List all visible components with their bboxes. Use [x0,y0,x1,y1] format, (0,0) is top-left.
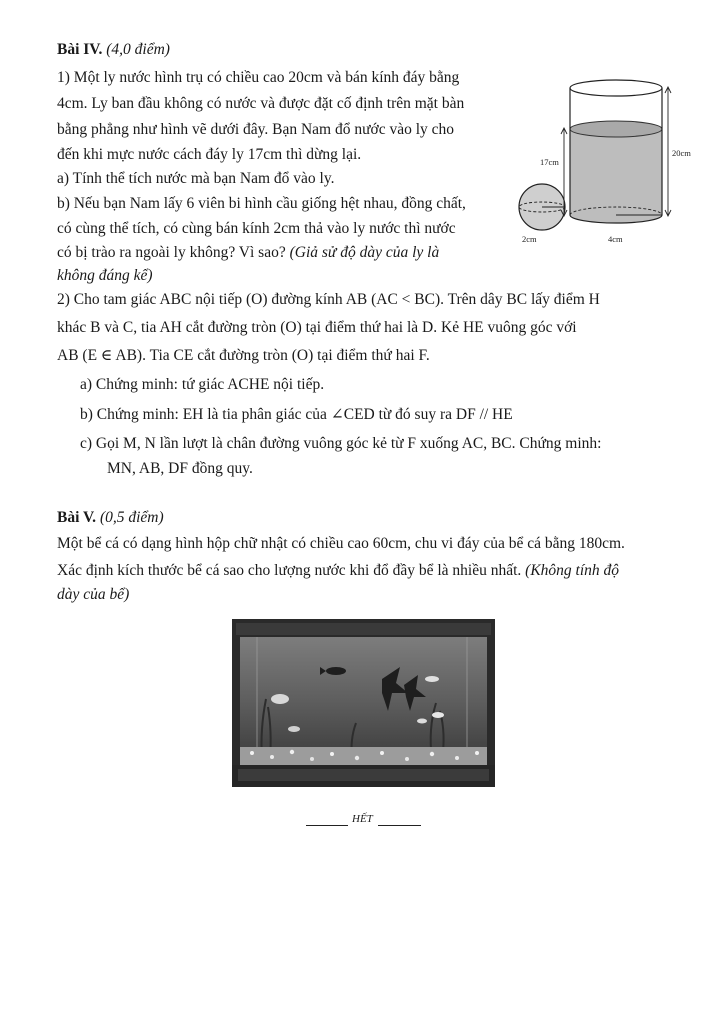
p1-line-b3-text: có bị trào ra ngoài ly không? Vì sao? [57,244,286,261]
p2-part-a: a) Chứng minh: tứ giác ACHE nội tiếp. [80,376,325,393]
water-fill [570,121,662,223]
end-divider-left [306,825,348,826]
bai5-line-2 [57,561,619,581]
label-20cm: 20cm [672,148,691,158]
p2-part-c-1: c) Gọi M, N lần lượt là chân đường vuông góc kẻ từ F xuống AC, BC. Chứng minh: [80,435,602,452]
p2-line-1: 2) Cho tam giác ABC nội tiếp (O) đường kính AB (AC < BC). Trên dây BC lấy điểm H [57,291,600,308]
p1-line-4: đến khi mực nước cách đáy ly 17cm thì dừng lại. [57,146,362,163]
p2-line-3: AB (E ∈ AB). Tia CE cắt đường tròn (O) tại điểm thứ hai F. [57,347,430,364]
p1-line-1: 1) Một ly nước hình trụ có chiều cao 20cm và bán kính đáy bằng [57,69,460,86]
bai5-line-1: Một bể cá có dạng hình hộp chữ nhật có chiều cao 60cm, chu vi đáy của bể cá bằng 180cm. [57,535,625,552]
aquarium-image [232,619,495,787]
bai5-heading [57,508,164,528]
p2-part-c-2: MN, AB, DF đồng quy. [107,460,253,477]
gravel [240,747,487,765]
bai5-title: Bài V. [57,509,97,526]
end-divider-right [378,825,421,826]
end-text: HẾT [352,813,373,825]
p1-line-b2: có cùng thể tích, có cùng bán kính 2cm thả vào ly nước thì nước [57,220,456,237]
bai4-heading [57,40,170,60]
p2-line-2: khác B và C, tia AH cắt đường tròn (O) tại điểm thứ hai là D. Kẻ HE vuông góc với [57,319,577,336]
p1-line-2: 4cm. Ly ban đầu không có nước và được đặt cố định trên mặt bàn [57,95,465,112]
sphere-shape [519,184,565,230]
label-17cm: 17cm [540,157,559,167]
bai4-title: Bài IV. [57,41,103,58]
p1-note-a: (Giả sử độ dày của ly là [289,244,440,261]
p2-part-b: b) Chứng minh: EH là tia phân giác của ∠CED từ đó suy ra DF // HE [80,406,513,423]
bai4-points: (4,0 điểm) [106,41,170,58]
end-marker [306,815,421,831]
label-4cm: 4cm [608,234,623,244]
p1-line-b3 [57,243,439,263]
cylinder-figure [510,70,700,250]
p1-line-3: bằng phẳng như hình vẽ dưới đây. Bạn Nam đổ nước vào ly cho [57,121,455,138]
bai5-points: (0,5 điểm) [99,509,164,526]
dimension-20cm [665,87,671,216]
bai5-note-a: (Không tính độ [525,562,620,579]
p1-note-b: không đáng kể) [57,267,153,284]
label-2cm: 2cm [522,234,537,244]
bai5-note-b: dày của bể) [57,586,130,603]
p1-line-b1: b) Nếu bạn Nam lấy 6 viên bi hình cầu giống hệt nhau, đồng chất, [57,195,466,212]
p1-line-a: a) Tính thể tích nước mà bạn Nam đổ vào ly. [57,170,335,187]
bai5-line-2-text: Xác định kích thước bể cá sao cho lượng nước khi đổ đầy bể là nhiều nhất. [57,562,522,579]
